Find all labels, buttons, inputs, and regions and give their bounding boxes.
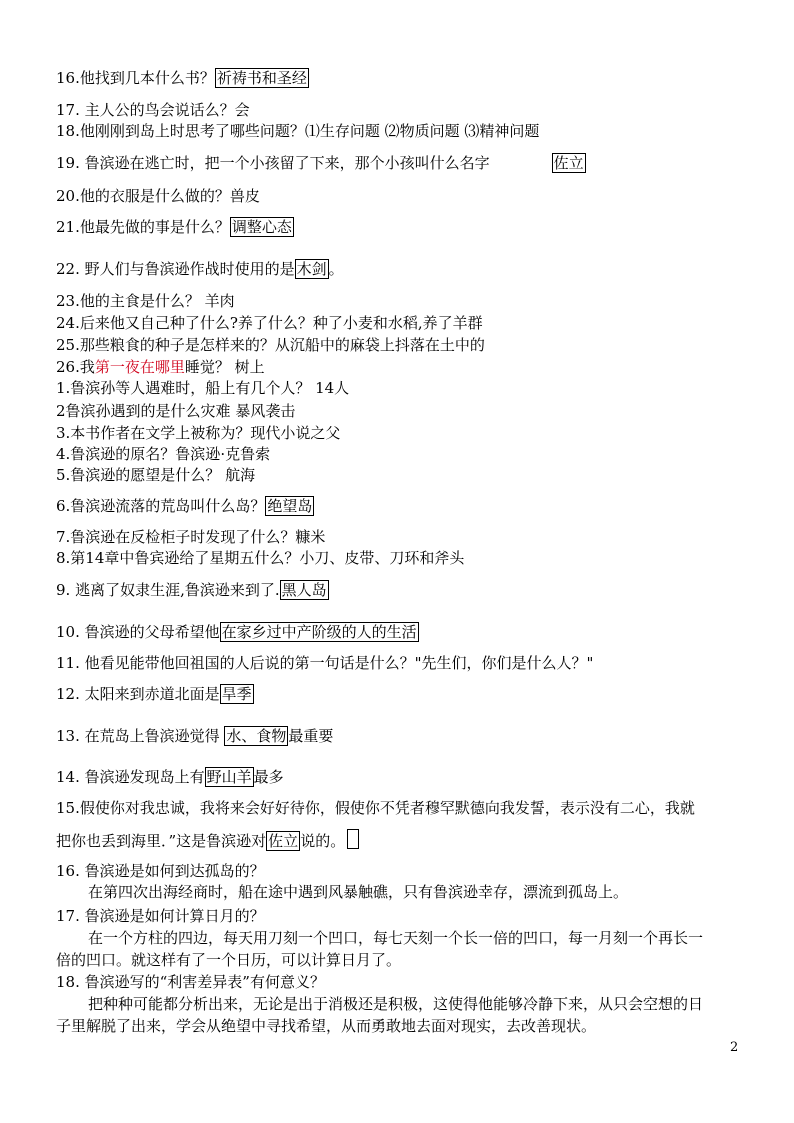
empty-box bbox=[347, 829, 359, 849]
line-2: 2鲁滨孙遇到的是什么灾难 暴风袭击 bbox=[56, 402, 296, 420]
line-12: 12. 太阳来到赤道北面是 旱季 bbox=[56, 685, 252, 703]
answer-box: 佐立 bbox=[553, 154, 584, 172]
page-number: 2 bbox=[730, 1040, 739, 1055]
line-14: 14. 鲁滨逊发现岛上有 野山羊 最多 bbox=[56, 768, 284, 786]
line-9: 9. 逃离了奴隶生涯,鲁滨逊来到了. 黑人岛 bbox=[56, 581, 327, 599]
line-17: 17. 主人公的鸟会说话么？会 bbox=[56, 101, 250, 119]
answer-box: 在家乡过中产阶级的人的生活 bbox=[221, 623, 417, 641]
line-20: 20.他的衣服是什么做的？兽皮 bbox=[56, 187, 260, 205]
answer-box: 木剑 bbox=[296, 260, 327, 278]
answer-17-line2: 倍的凹口。就这样有了一个日历，可以计算日月了。 bbox=[56, 951, 402, 969]
line-15a: 15.假使你对我忠诚，我将来会好好待你，假使你不凭者穆罕默德向我发誓，表示没有二心，我就 bbox=[56, 799, 695, 817]
answer-box: 佐立 bbox=[268, 832, 299, 850]
line-25: 25.那些粮食的种子是怎样来的？从沉船中的麻袋上抖落在土中的 bbox=[56, 336, 485, 354]
line-15b: 把你也丢到海里．”这是鲁滨逊对 佐立 说的。 bbox=[56, 829, 359, 851]
line-18: 18.他刚刚到岛上时思考了哪些问题？⑴生存问题 ⑵物质问题 ⑶精神问题 bbox=[56, 122, 540, 140]
line-4: 4.鲁滨逊的原名？鲁滨逊·克鲁索 bbox=[56, 445, 271, 463]
line-1: 1.鲁滨孙等人遇难时，船上有几个人？ 14人 bbox=[56, 379, 350, 397]
answer-box: 绝望岛 bbox=[267, 497, 313, 515]
line-11: 11. 他看见能带他回祖国的人后说的第一句话是什么？"先生们，你们是什么人？" bbox=[56, 654, 594, 672]
question-16: 16. 鲁滨逊是如何到达孤岛的？ bbox=[56, 862, 265, 880]
answer-box: 调整心态 bbox=[231, 218, 292, 236]
line-21: 21.他最先做的事是什么？ 调整心态 bbox=[56, 218, 292, 236]
line-13: 13. 在荒岛上鲁滨逊觉得 水、食物 最重要 bbox=[56, 727, 334, 745]
line-7: 7.鲁滨逊在反检柜子时发现了什么？糠米 bbox=[56, 528, 326, 546]
answer-17-line1: 在一个方柱的四边，每天用刀刻一个凹口，每七天刻一个长一倍的凹口，每一月刻一个再长一 bbox=[88, 929, 704, 947]
line-22: 22. 野人们与鲁滨逊作战时使用的是 木剑 。 bbox=[56, 260, 344, 278]
answer-box: 水、食物 bbox=[226, 727, 287, 745]
answer-18-line1: 把种种可能都分析出来，无论是出于消极还是积极，这使得他能够冷静下来，从只会空想的日 bbox=[88, 995, 704, 1013]
answer-box: 野山羊 bbox=[206, 768, 252, 786]
line-10: 10. 鲁滨逊的父母希望他 在家乡过中产阶级的人的生活 bbox=[56, 623, 417, 641]
line-3: 3.本书作者在文学上被称为？现代小说之父 bbox=[56, 424, 341, 442]
line-8: 8.第14章中鲁宾逊给了星期五什么？小刀、皮带、刀环和斧头 bbox=[56, 549, 465, 567]
answer-18-line2: 子里解脱了出来，学会从绝望中寻找希望，从而勇敢地去面对现实，去改善现状。 bbox=[56, 1017, 597, 1035]
line-26: 26.我第一夜在哪里睡觉？ 树上 bbox=[56, 358, 265, 376]
answer-box: 黑人岛 bbox=[281, 581, 327, 599]
answer-box: 旱季 bbox=[221, 685, 252, 703]
line-5: 5.鲁滨逊的愿望是什么？ 航海 bbox=[56, 466, 256, 484]
question-17: 17. 鲁滨逊是如何计算日月的？ bbox=[56, 907, 265, 925]
line-16: 16.他找到几本什么书？ 祈祷书和圣经 bbox=[56, 69, 307, 87]
answer-box: 祈祷书和圣经 bbox=[216, 69, 307, 87]
line-6: 6.鲁滨逊流落的荒岛叫什么岛？ 绝望岛 bbox=[56, 497, 313, 515]
question-18: 18. 鲁滨逊写的“利害差异表”有何意义？ bbox=[56, 973, 325, 991]
answer-16: 在第四次出海经商时，船在途中遇到风暴触礁，只有鲁滨逊幸存，漂流到孤岛上。 bbox=[88, 883, 629, 901]
line-24: 24.后来他又自己种了什么?养了什么？种了小麦和水稻,养了羊群 bbox=[56, 314, 483, 332]
line-19: 19. 鲁滨逊在逃亡时，把一个小孩留了下来，那个小孩叫什么名字 佐立 bbox=[56, 154, 584, 172]
line-23: 23.他的主食是什么？ 羊肉 bbox=[56, 292, 235, 310]
